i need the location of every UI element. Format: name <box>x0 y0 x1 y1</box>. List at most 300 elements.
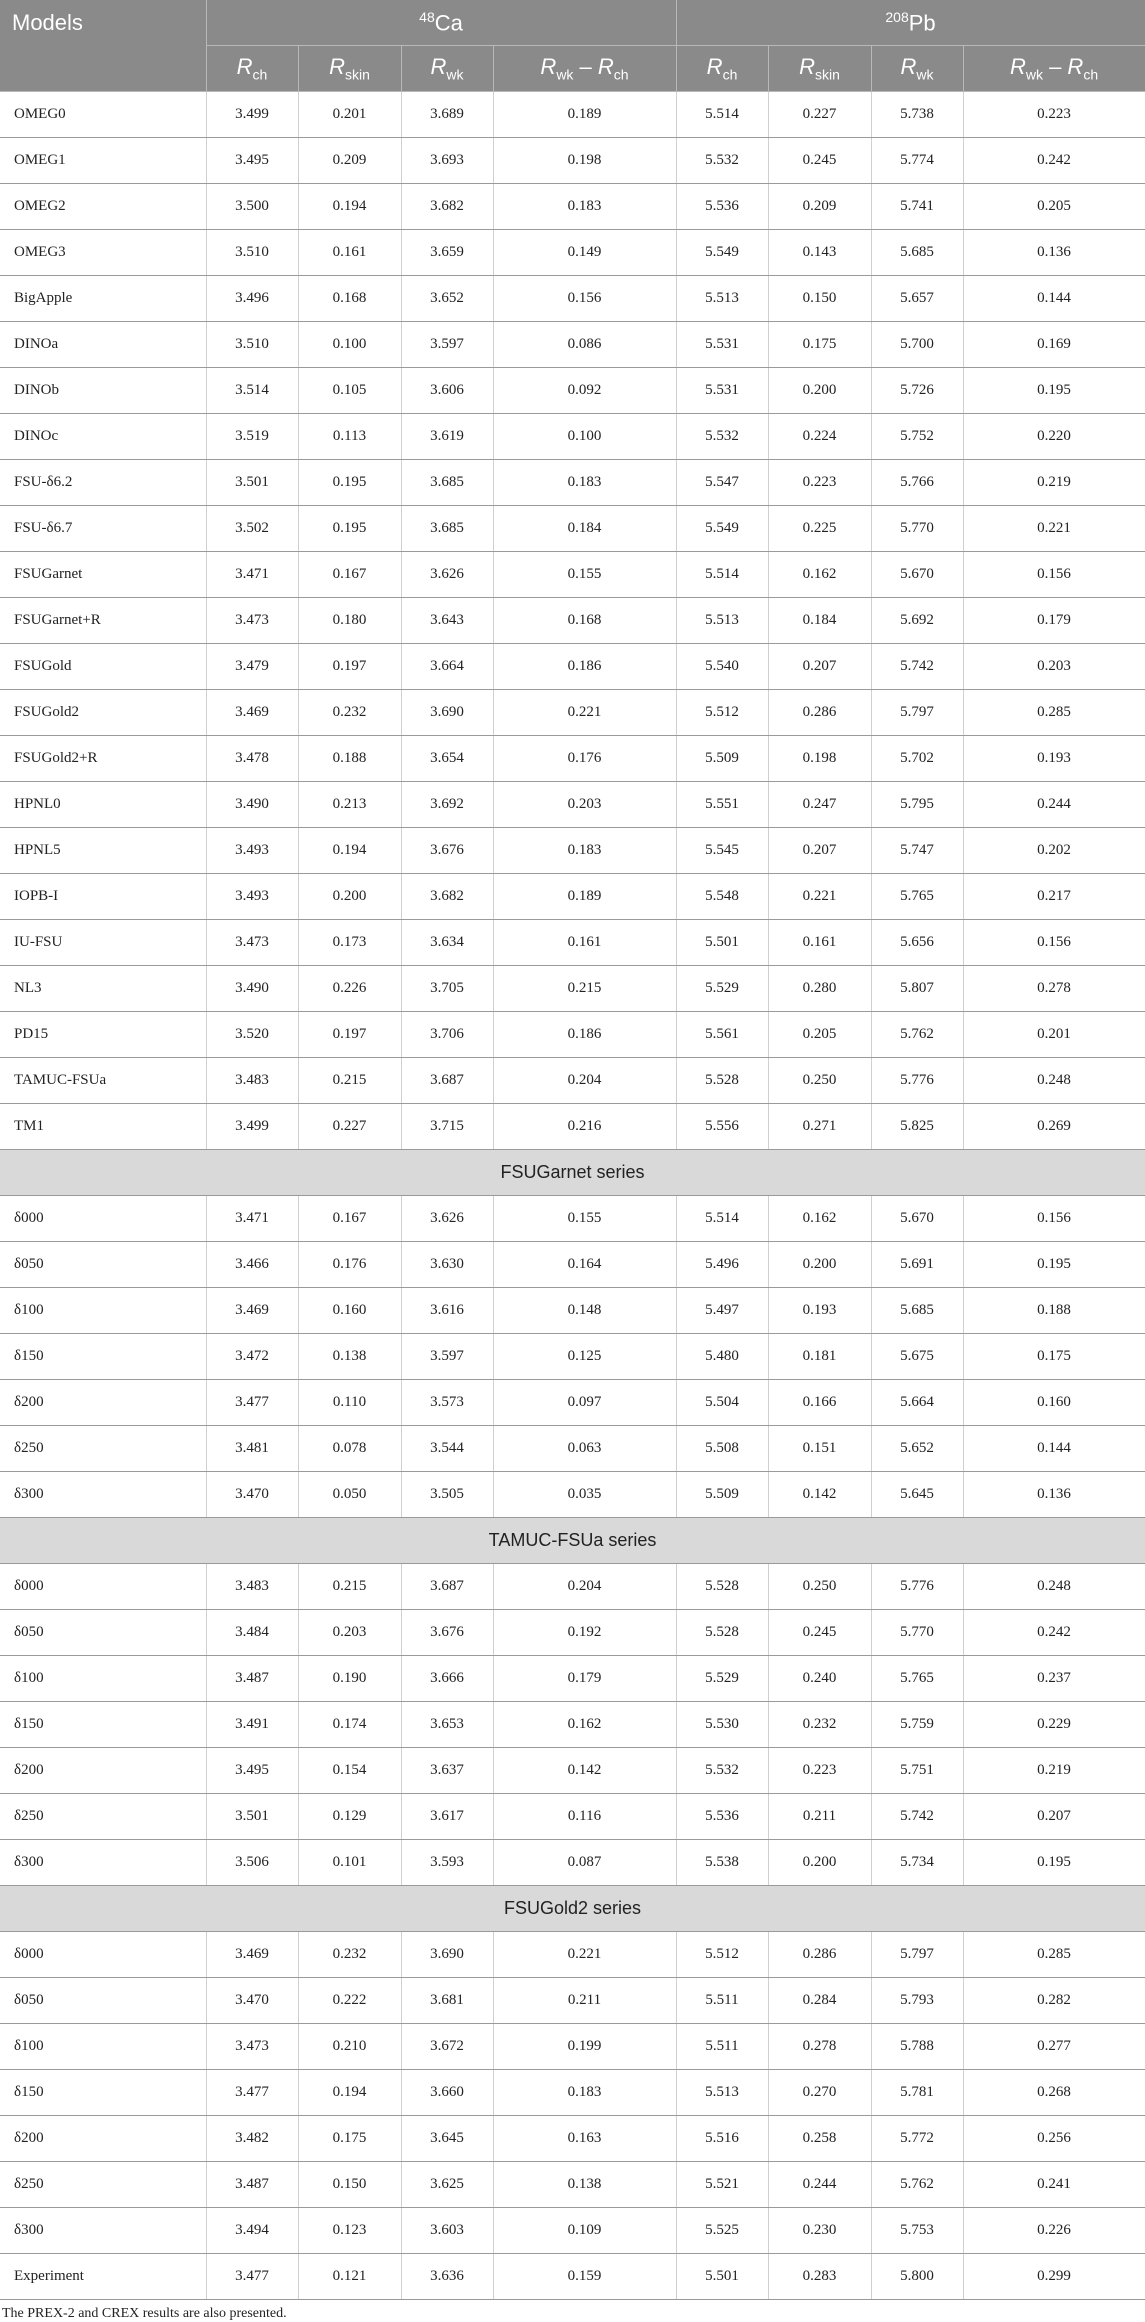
value-cell: 0.143 <box>768 230 871 276</box>
value-cell: 3.715 <box>401 1104 493 1150</box>
value-cell: 3.676 <box>401 1610 493 1656</box>
value-cell: 0.207 <box>768 828 871 874</box>
value-cell: 0.232 <box>768 1702 871 1748</box>
table-row <box>0 828 1145 874</box>
model-name-cell: δ200 <box>0 1748 206 1794</box>
value-cell: 5.509 <box>676 736 768 782</box>
value-cell: 0.184 <box>493 506 676 552</box>
value-cell: 5.793 <box>871 1978 963 2024</box>
value-cell: 0.205 <box>963 184 1145 230</box>
value-cell: 3.616 <box>401 1288 493 1334</box>
value-cell: 0.086 <box>493 322 676 368</box>
value-cell: 5.536 <box>676 184 768 230</box>
pb-rwk-minus-rch-header: $R_{wk} - R_{ch}$ <box>963 46 1145 92</box>
table-row <box>0 1564 1145 1610</box>
value-cell: 0.244 <box>963 782 1145 828</box>
value-cell: 3.477 <box>206 2070 298 2116</box>
value-cell: 0.194 <box>298 828 401 874</box>
value-cell: 5.762 <box>871 2162 963 2208</box>
table-row <box>0 1242 1145 1288</box>
value-cell: 0.232 <box>298 1932 401 1978</box>
value-cell: 5.551 <box>676 782 768 828</box>
value-cell: 0.180 <box>298 598 401 644</box>
model-name-cell: δ300 <box>0 2208 206 2254</box>
value-cell: 5.504 <box>676 1380 768 1426</box>
value-cell: 0.237 <box>963 1656 1145 1702</box>
value-cell: 5.738 <box>871 92 963 138</box>
value-cell: 0.161 <box>298 230 401 276</box>
value-cell: 0.179 <box>963 598 1145 644</box>
model-name-cell: δ000 <box>0 1932 206 1978</box>
value-cell: 5.514 <box>676 1196 768 1242</box>
value-cell: 5.770 <box>871 1610 963 1656</box>
table-row <box>0 1426 1145 1472</box>
value-cell: 0.282 <box>963 1978 1145 2024</box>
table-row <box>0 1978 1145 2024</box>
value-cell: 0.175 <box>768 322 871 368</box>
value-cell: 3.494 <box>206 2208 298 2254</box>
value-cell: 0.125 <box>493 1334 676 1380</box>
value-cell: 0.256 <box>963 2116 1145 2162</box>
value-cell: 5.501 <box>676 2254 768 2300</box>
value-cell: 3.636 <box>401 2254 493 2300</box>
model-name-cell: OMEG2 <box>0 184 206 230</box>
value-cell: 5.734 <box>871 1840 963 1886</box>
value-cell: 0.188 <box>298 736 401 782</box>
value-cell: 5.825 <box>871 1104 963 1150</box>
value-cell: 0.201 <box>963 1012 1145 1058</box>
value-cell: 0.216 <box>493 1104 676 1150</box>
value-cell: 5.675 <box>871 1334 963 1380</box>
value-cell: 0.205 <box>768 1012 871 1058</box>
model-name-cell: DINOa <box>0 322 206 368</box>
model-name-cell: δ050 <box>0 1978 206 2024</box>
value-cell: 5.497 <box>676 1288 768 1334</box>
value-cell: 0.176 <box>298 1242 401 1288</box>
value-cell: 3.501 <box>206 1794 298 1840</box>
value-cell: 0.149 <box>493 230 676 276</box>
value-cell: 0.227 <box>298 1104 401 1150</box>
value-cell: 5.529 <box>676 966 768 1012</box>
value-cell: 0.129 <box>298 1794 401 1840</box>
value-cell: 0.195 <box>298 506 401 552</box>
value-cell: 0.221 <box>493 690 676 736</box>
value-cell: 3.643 <box>401 598 493 644</box>
value-cell: 0.101 <box>298 1840 401 1886</box>
value-cell: 3.470 <box>206 1978 298 2024</box>
model-name-cell: FSU-δ6.2 <box>0 460 206 506</box>
value-cell: 0.283 <box>768 2254 871 2300</box>
model-name-cell: δ250 <box>0 2162 206 2208</box>
section-header-row <box>0 1150 1145 1196</box>
table-row <box>0 368 1145 414</box>
value-cell: 0.175 <box>298 2116 401 2162</box>
value-cell: 0.223 <box>768 460 871 506</box>
value-cell: 3.490 <box>206 966 298 1012</box>
model-name-cell: δ150 <box>0 1334 206 1380</box>
value-cell: 3.687 <box>401 1058 493 1104</box>
value-cell: 3.472 <box>206 1334 298 1380</box>
value-cell: 0.209 <box>768 184 871 230</box>
value-cell: 5.741 <box>871 184 963 230</box>
value-cell: 3.482 <box>206 2116 298 2162</box>
value-cell: 0.183 <box>493 2070 676 2116</box>
value-cell: 5.795 <box>871 782 963 828</box>
table-row <box>0 1932 1145 1978</box>
value-cell: 5.670 <box>871 552 963 598</box>
value-cell: 0.242 <box>963 1610 1145 1656</box>
value-cell: 3.495 <box>206 138 298 184</box>
value-cell: 0.200 <box>298 874 401 920</box>
value-cell: 0.200 <box>768 1242 871 1288</box>
value-cell: 0.166 <box>768 1380 871 1426</box>
value-cell: 3.473 <box>206 920 298 966</box>
value-cell: 3.617 <box>401 1794 493 1840</box>
table-row <box>0 1610 1145 1656</box>
value-cell: 0.189 <box>493 874 676 920</box>
table-row <box>0 2116 1145 2162</box>
value-cell: 5.702 <box>871 736 963 782</box>
value-cell: 5.513 <box>676 598 768 644</box>
table-row <box>0 966 1145 1012</box>
value-cell: 0.150 <box>298 2162 401 2208</box>
value-cell: 0.097 <box>493 1380 676 1426</box>
value-cell: 5.525 <box>676 2208 768 2254</box>
table-row <box>0 2208 1145 2254</box>
model-name-cell: δ100 <box>0 1656 206 1702</box>
value-cell: 5.514 <box>676 552 768 598</box>
value-cell: 5.670 <box>871 1196 963 1242</box>
value-cell: 0.207 <box>963 1794 1145 1840</box>
value-cell: 0.221 <box>493 1932 676 1978</box>
value-cell: 3.544 <box>401 1426 493 1472</box>
value-cell: 0.286 <box>768 690 871 736</box>
table-row <box>0 506 1145 552</box>
value-cell: 0.192 <box>493 1610 676 1656</box>
value-cell: 0.110 <box>298 1380 401 1426</box>
value-cell: 0.175 <box>963 1334 1145 1380</box>
value-cell: 0.136 <box>963 1472 1145 1518</box>
table-row <box>0 920 1145 966</box>
table-row <box>0 1104 1145 1150</box>
value-cell: 0.269 <box>963 1104 1145 1150</box>
value-cell: 0.078 <box>298 1426 401 1472</box>
model-name-cell: IU-FSU <box>0 920 206 966</box>
value-cell: 5.776 <box>871 1058 963 1104</box>
value-cell: 0.160 <box>298 1288 401 1334</box>
table-row <box>0 1380 1145 1426</box>
value-cell: 3.681 <box>401 1978 493 2024</box>
table-row <box>0 2024 1145 2070</box>
model-name-cell: PD15 <box>0 1012 206 1058</box>
value-cell: 3.501 <box>206 460 298 506</box>
value-cell: 5.531 <box>676 368 768 414</box>
value-cell: 0.245 <box>768 138 871 184</box>
value-cell: 0.183 <box>493 460 676 506</box>
pb208-header: $^{208}$Pb <box>676 0 1145 46</box>
value-cell: 3.597 <box>401 322 493 368</box>
value-cell: 0.113 <box>298 414 401 460</box>
value-cell: 5.528 <box>676 1610 768 1656</box>
value-cell: 0.179 <box>493 1656 676 1702</box>
value-cell: 5.532 <box>676 414 768 460</box>
value-cell: 3.491 <box>206 1702 298 1748</box>
model-name-cell: δ000 <box>0 1564 206 1610</box>
value-cell: 0.193 <box>768 1288 871 1334</box>
value-cell: 0.215 <box>298 1058 401 1104</box>
value-cell: 0.286 <box>768 1932 871 1978</box>
value-cell: 0.250 <box>768 1564 871 1610</box>
pb-rwk-header: $R_{wk}$ <box>871 46 963 92</box>
value-cell: 5.776 <box>871 1564 963 1610</box>
value-cell: 0.226 <box>298 966 401 1012</box>
value-cell: 3.603 <box>401 2208 493 2254</box>
value-cell: 0.164 <box>493 1242 676 1288</box>
value-cell: 0.142 <box>768 1472 871 1518</box>
value-cell: 5.664 <box>871 1380 963 1426</box>
value-cell: 3.471 <box>206 1196 298 1242</box>
value-cell: 5.521 <box>676 2162 768 2208</box>
value-cell: 5.685 <box>871 1288 963 1334</box>
model-name-cell: δ250 <box>0 1794 206 1840</box>
value-cell: 0.284 <box>768 1978 871 2024</box>
model-name-cell: δ300 <box>0 1840 206 1886</box>
value-cell: 3.682 <box>401 874 493 920</box>
value-cell: 0.203 <box>298 1610 401 1656</box>
value-cell: 5.516 <box>676 2116 768 2162</box>
value-cell: 0.221 <box>963 506 1145 552</box>
value-cell: 0.174 <box>298 1702 401 1748</box>
value-cell: 0.217 <box>963 874 1145 920</box>
value-cell: 0.161 <box>493 920 676 966</box>
value-cell: 5.759 <box>871 1702 963 1748</box>
value-cell: 3.520 <box>206 1012 298 1058</box>
value-cell: 3.626 <box>401 552 493 598</box>
value-cell: 0.268 <box>963 2070 1145 2116</box>
model-name-cell: FSUGold <box>0 644 206 690</box>
value-cell: 3.469 <box>206 1932 298 1978</box>
model-name-cell: Experiment <box>0 2254 206 2300</box>
value-cell: 3.637 <box>401 1748 493 1794</box>
table-row <box>0 2162 1145 2208</box>
value-cell: 3.477 <box>206 2254 298 2300</box>
value-cell: 0.195 <box>298 460 401 506</box>
table-row <box>0 184 1145 230</box>
value-cell: 3.634 <box>401 920 493 966</box>
value-cell: 0.199 <box>493 2024 676 2070</box>
value-cell: 5.700 <box>871 322 963 368</box>
value-cell: 5.742 <box>871 1794 963 1840</box>
table-row <box>0 782 1145 828</box>
value-cell: 5.645 <box>871 1472 963 1518</box>
value-cell: 3.510 <box>206 230 298 276</box>
value-cell: 3.473 <box>206 598 298 644</box>
model-name-cell: δ200 <box>0 2116 206 2162</box>
value-cell: 5.514 <box>676 92 768 138</box>
value-cell: 0.138 <box>298 1334 401 1380</box>
value-cell: 3.466 <box>206 1242 298 1288</box>
value-cell: 5.797 <box>871 690 963 736</box>
model-name-cell: DINOb <box>0 368 206 414</box>
value-cell: 5.747 <box>871 828 963 874</box>
model-name-cell: NL3 <box>0 966 206 1012</box>
value-cell: 3.630 <box>401 1242 493 1288</box>
value-cell: 0.277 <box>963 2024 1145 2070</box>
table-row <box>0 1472 1145 1518</box>
value-cell: 5.536 <box>676 1794 768 1840</box>
value-cell: 0.195 <box>963 1242 1145 1288</box>
value-cell: 3.502 <box>206 506 298 552</box>
value-cell: 5.509 <box>676 1472 768 1518</box>
ca-rwk-minus-rch-header: $R_{wk} - R_{ch}$ <box>493 46 676 92</box>
value-cell: 0.247 <box>768 782 871 828</box>
value-cell: 3.625 <box>401 2162 493 2208</box>
value-cell: 0.186 <box>493 1012 676 1058</box>
model-name-cell: δ300 <box>0 1472 206 1518</box>
value-cell: 0.223 <box>963 92 1145 138</box>
value-cell: 0.063 <box>493 1426 676 1472</box>
model-name-cell: δ050 <box>0 1242 206 1288</box>
value-cell: 5.726 <box>871 368 963 414</box>
value-cell: 3.493 <box>206 874 298 920</box>
value-cell: 3.660 <box>401 2070 493 2116</box>
value-cell: 0.248 <box>963 1058 1145 1104</box>
value-cell: 3.593 <box>401 1840 493 1886</box>
table-row <box>0 1702 1145 1748</box>
value-cell: 0.197 <box>298 644 401 690</box>
value-cell: 0.207 <box>768 644 871 690</box>
value-cell: 5.762 <box>871 1012 963 1058</box>
value-cell: 3.469 <box>206 1288 298 1334</box>
section-header-row <box>0 1518 1145 1564</box>
value-cell: 3.573 <box>401 1380 493 1426</box>
value-cell: 5.742 <box>871 644 963 690</box>
value-cell: 0.203 <box>963 644 1145 690</box>
value-cell: 0.242 <box>963 138 1145 184</box>
value-cell: 0.190 <box>298 1656 401 1702</box>
value-cell: 0.224 <box>768 414 871 460</box>
value-cell: 0.151 <box>768 1426 871 1472</box>
value-cell: 5.770 <box>871 506 963 552</box>
value-cell: 3.473 <box>206 2024 298 2070</box>
value-cell: 3.481 <box>206 1426 298 1472</box>
value-cell: 0.278 <box>768 2024 871 2070</box>
table-row <box>0 552 1145 598</box>
value-cell: 3.690 <box>401 1932 493 1978</box>
section-title: TAMUC-FSUa series <box>0 1518 1145 1564</box>
value-cell: 0.226 <box>963 2208 1145 2254</box>
value-cell: 3.676 <box>401 828 493 874</box>
value-cell: 0.209 <box>298 138 401 184</box>
table-row <box>0 276 1145 322</box>
value-cell: 0.168 <box>298 276 401 322</box>
value-cell: 3.471 <box>206 552 298 598</box>
value-cell: 3.500 <box>206 184 298 230</box>
value-cell: 3.606 <box>401 368 493 414</box>
value-cell: 3.672 <box>401 2024 493 2070</box>
value-cell: 0.167 <box>298 552 401 598</box>
models-header: Models <box>0 0 206 92</box>
table-row <box>0 1058 1145 1104</box>
value-cell: 3.496 <box>206 276 298 322</box>
value-cell: 5.549 <box>676 506 768 552</box>
value-cell: 0.168 <box>493 598 676 644</box>
value-cell: 0.197 <box>298 1012 401 1058</box>
value-cell: 3.483 <box>206 1564 298 1610</box>
table-row <box>0 460 1145 506</box>
table-row <box>0 2070 1145 2116</box>
value-cell: 5.556 <box>676 1104 768 1150</box>
value-cell: 3.666 <box>401 1656 493 1702</box>
value-cell: 0.227 <box>768 92 871 138</box>
value-cell: 5.657 <box>871 276 963 322</box>
value-cell: 3.682 <box>401 184 493 230</box>
value-cell: 5.528 <box>676 1564 768 1610</box>
model-name-cell: OMEG3 <box>0 230 206 276</box>
value-cell: 0.195 <box>963 368 1145 414</box>
value-cell: 5.530 <box>676 1702 768 1748</box>
value-cell: 3.705 <box>401 966 493 1012</box>
value-cell: 0.244 <box>768 2162 871 2208</box>
model-name-cell: BigApple <box>0 276 206 322</box>
value-cell: 5.532 <box>676 1748 768 1794</box>
model-name-cell: FSUGarnet <box>0 552 206 598</box>
value-cell: 5.751 <box>871 1748 963 1794</box>
value-cell: 3.487 <box>206 2162 298 2208</box>
value-cell: 5.545 <box>676 828 768 874</box>
model-name-cell: δ250 <box>0 1426 206 1472</box>
value-cell: 0.211 <box>493 1978 676 2024</box>
value-cell: 0.195 <box>963 1840 1145 1886</box>
value-cell: 5.511 <box>676 2024 768 2070</box>
value-cell: 0.225 <box>768 506 871 552</box>
value-cell: 0.194 <box>298 2070 401 2116</box>
value-cell: 5.685 <box>871 230 963 276</box>
value-cell: 3.505 <box>401 1472 493 1518</box>
model-name-cell: δ100 <box>0 1288 206 1334</box>
value-cell: 0.183 <box>493 184 676 230</box>
value-cell: 0.155 <box>493 552 676 598</box>
value-cell: 5.807 <box>871 966 963 1012</box>
value-cell: 3.659 <box>401 230 493 276</box>
section-header-row <box>0 1886 1145 1932</box>
value-cell: 0.156 <box>963 920 1145 966</box>
value-cell: 5.772 <box>871 2116 963 2162</box>
value-cell: 0.280 <box>768 966 871 1012</box>
value-cell: 0.155 <box>493 1196 676 1242</box>
value-cell: 0.160 <box>963 1380 1145 1426</box>
value-cell: 0.150 <box>768 276 871 322</box>
value-cell: 3.652 <box>401 276 493 322</box>
value-cell: 0.156 <box>963 552 1145 598</box>
value-cell: 0.167 <box>298 1196 401 1242</box>
value-cell: 0.278 <box>963 966 1145 1012</box>
section-title: FSUGold2 series <box>0 1886 1145 1932</box>
table-row <box>0 2254 1145 2300</box>
table-row <box>0 414 1145 460</box>
value-cell: 0.200 <box>768 368 871 414</box>
model-name-cell: δ150 <box>0 2070 206 2116</box>
table-row <box>0 1012 1145 1058</box>
value-cell: 3.514 <box>206 368 298 414</box>
value-cell: 5.549 <box>676 230 768 276</box>
model-name-cell: OMEG0 <box>0 92 206 138</box>
value-cell: 0.163 <box>493 2116 676 2162</box>
value-cell: 0.173 <box>298 920 401 966</box>
value-cell: 5.752 <box>871 414 963 460</box>
value-cell: 3.706 <box>401 1012 493 1058</box>
table-row <box>0 92 1145 138</box>
